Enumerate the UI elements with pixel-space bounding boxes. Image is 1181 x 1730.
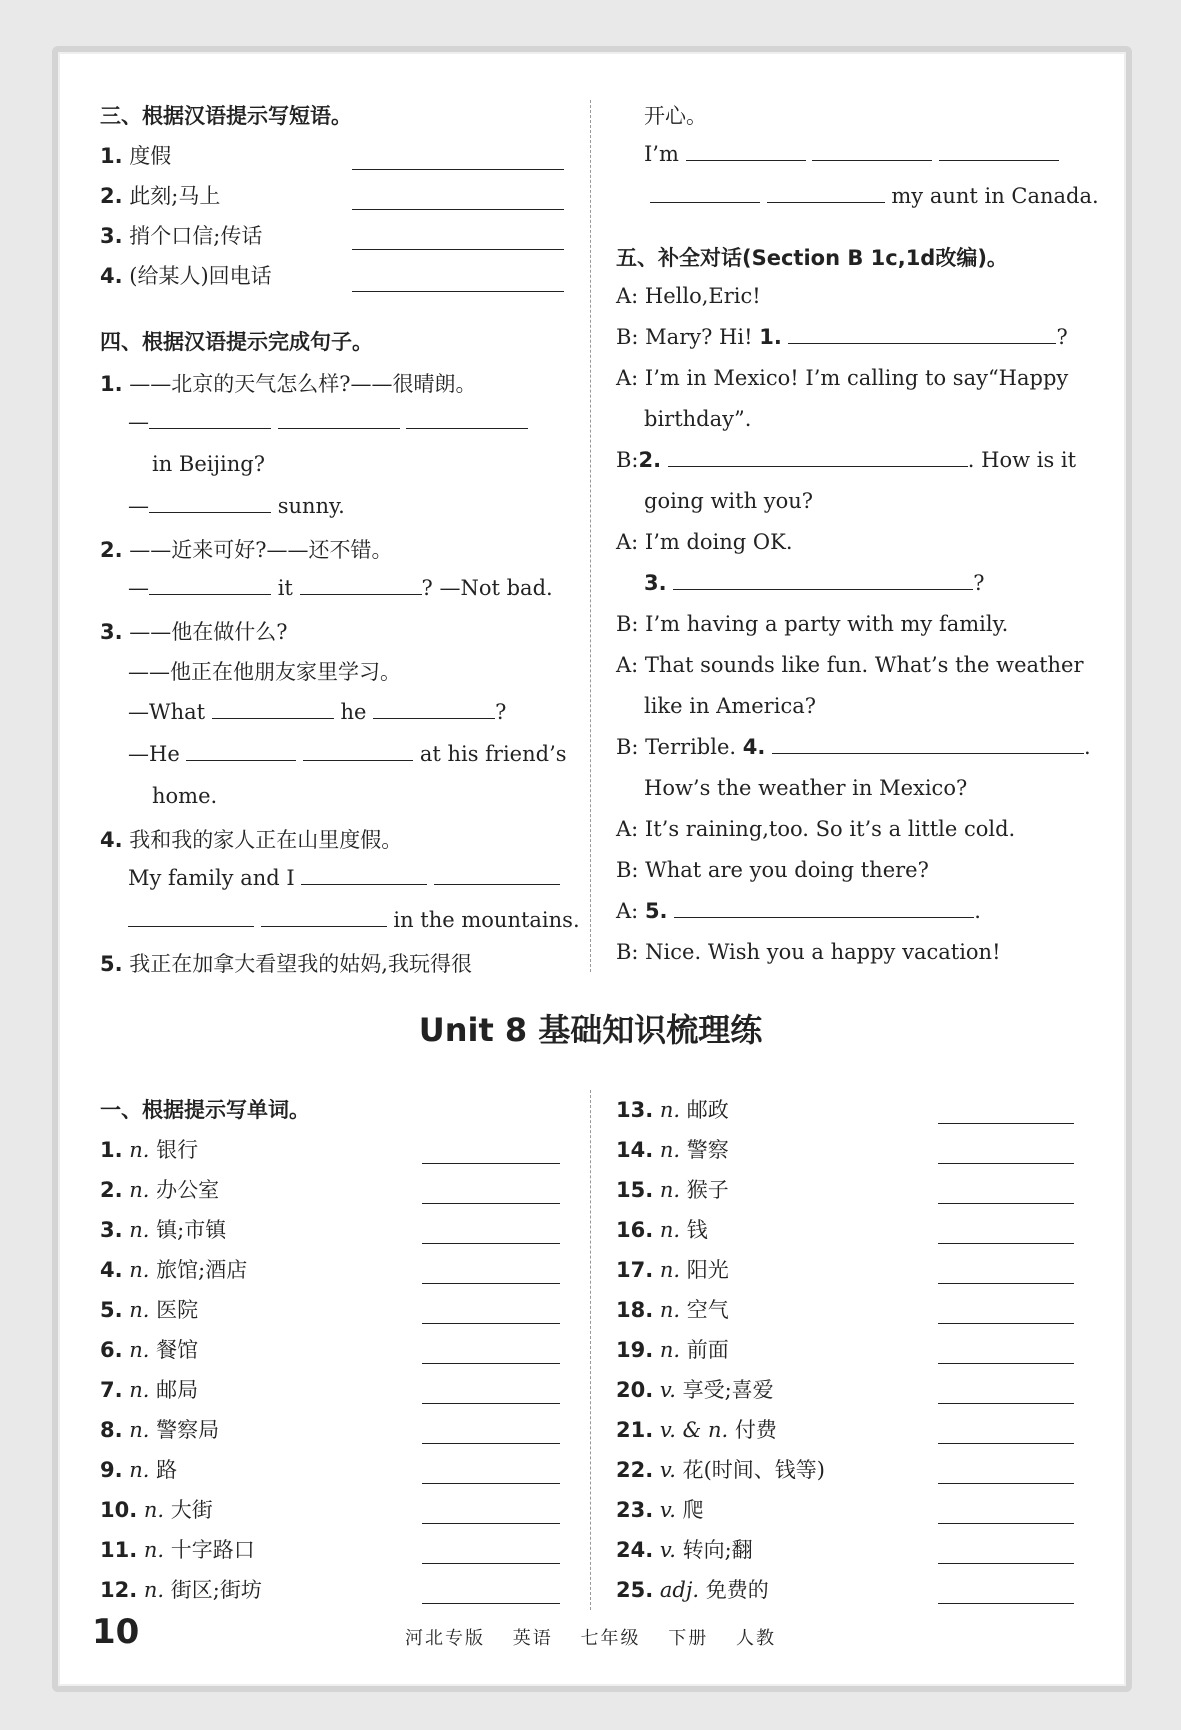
part-of-speech: v. & n. <box>653 1418 735 1442</box>
item-text: 镇;市镇 <box>156 1218 227 1242</box>
item-number: 2. <box>100 1178 123 1202</box>
item-number: 4. <box>100 1258 123 1282</box>
part-of-speech: n. <box>653 1258 687 1282</box>
item-text: 邮政 <box>686 1098 729 1122</box>
answer-blank[interactable] <box>812 142 932 161</box>
sentence-q1-line1 <box>128 410 528 434</box>
answer-blank[interactable] <box>674 899 974 918</box>
item-number: 5. <box>100 1298 123 1322</box>
answer-blank[interactable] <box>938 1362 1074 1364</box>
sentence-q3-line1 <box>128 700 506 724</box>
answer-blank[interactable] <box>668 448 968 467</box>
dash: — <box>128 494 149 518</box>
vocab-item <box>100 1334 198 1364</box>
item-number: 2. <box>100 184 123 208</box>
answer-blank[interactable] <box>939 142 1059 161</box>
item-number: 17. <box>616 1258 654 1282</box>
part-of-speech: n. <box>653 1338 687 1362</box>
vocab-item <box>100 1374 198 1404</box>
item-number: 18. <box>616 1298 654 1322</box>
answer-blank[interactable] <box>278 410 400 429</box>
answer-blank[interactable] <box>422 1362 560 1364</box>
answer-blank[interactable] <box>128 908 254 927</box>
item-text: 警察局 <box>156 1418 220 1442</box>
dialog-line: A: Hello,Eric! <box>616 284 761 308</box>
part-of-speech: v. <box>653 1538 683 1562</box>
answer-blank[interactable] <box>422 1402 560 1404</box>
item-number: 15. <box>616 1178 654 1202</box>
vocab-item <box>100 1254 247 1284</box>
item-text: 享受;喜爱 <box>682 1378 774 1402</box>
answer-blank[interactable] <box>938 1522 1074 1524</box>
word: in the mountains. <box>393 908 580 932</box>
item-text: 餐馆 <box>156 1338 199 1362</box>
sentence-q4-line2 <box>128 908 580 932</box>
part-of-speech: n. <box>122 1418 157 1442</box>
dialog-line <box>616 735 1091 759</box>
part-of-speech: n. <box>653 1218 687 1242</box>
item-number: 1. <box>100 372 123 396</box>
answer-blank[interactable] <box>422 1242 560 1244</box>
item-number: 5. <box>100 952 123 976</box>
answer-blank[interactable] <box>938 1402 1074 1404</box>
answer-blank[interactable] <box>938 1322 1074 1324</box>
answer-blank[interactable] <box>300 576 422 595</box>
dialog-line <box>616 448 1076 472</box>
item-text: 前面 <box>686 1338 729 1362</box>
phrase-item-4 <box>100 260 272 290</box>
answer-blank[interactable] <box>149 410 271 429</box>
dialog-line: birthday”. <box>644 407 752 431</box>
answer-tail: sunny. <box>277 494 345 518</box>
part-of-speech: v. <box>653 1378 683 1402</box>
vocab-item <box>616 1334 729 1364</box>
item-text: 转向;翻 <box>682 1538 753 1562</box>
footer-item: 七年级 <box>580 1628 641 1649</box>
phrase-item-3 <box>100 220 262 250</box>
item-text: 医院 <box>156 1298 199 1322</box>
footer <box>0 1624 1181 1650</box>
item-text: 度假 <box>129 144 172 168</box>
sentence-q2-line1 <box>128 576 553 600</box>
vocab-item <box>616 1134 729 1164</box>
question-mark: ? <box>421 576 433 600</box>
part-of-speech: n. <box>137 1538 171 1562</box>
item-number: 11. <box>100 1538 138 1562</box>
vocab-item <box>616 1174 729 1204</box>
sentence-q3-line2 <box>128 742 567 766</box>
answer-blank[interactable] <box>373 700 495 719</box>
word: at his friend’s <box>419 742 567 766</box>
item-number: 3. <box>644 571 667 595</box>
part-of-speech: n. <box>137 1578 171 1602</box>
vocab-item <box>100 1174 219 1204</box>
dash: — <box>128 410 149 434</box>
item-text: 此刻;马上 <box>129 184 221 208</box>
answer-blank[interactable] <box>422 1602 560 1604</box>
vocab-item <box>616 1494 704 1524</box>
item-text: 阳光 <box>686 1258 729 1282</box>
answer-blank[interactable] <box>938 1482 1074 1484</box>
item-text: 办公室 <box>156 1178 220 1202</box>
item-number: 6. <box>100 1338 123 1362</box>
item-number: 19. <box>616 1338 654 1362</box>
vocab-item <box>100 1494 213 1524</box>
item-text: 银行 <box>156 1138 199 1162</box>
item-text: ——他在做什么? <box>129 620 288 644</box>
sentence-q1-line3 <box>128 494 345 518</box>
item-text: 大街 <box>170 1498 213 1522</box>
answer-blank[interactable] <box>938 1562 1074 1564</box>
dialog-line: going with you? <box>644 489 814 513</box>
vocab-item <box>100 1454 177 1484</box>
answer-blank[interactable] <box>422 1442 560 1444</box>
answer-blank[interactable] <box>352 208 564 210</box>
vocab-item <box>616 1574 769 1604</box>
item-number: 3. <box>100 1218 123 1242</box>
sentence-q3-cn1 <box>100 616 288 646</box>
item-number: 14. <box>616 1138 654 1162</box>
answer-blank[interactable] <box>261 908 387 927</box>
answer-blank[interactable] <box>352 168 564 170</box>
answer-blank[interactable] <box>149 494 271 513</box>
item-number: 21. <box>616 1418 654 1442</box>
answer-blank[interactable] <box>673 571 973 590</box>
dash: — <box>128 576 149 600</box>
period: . <box>974 899 981 923</box>
item-number: 8. <box>100 1418 123 1442</box>
dialog-line: How’s the weather in Mexico? <box>644 776 968 800</box>
vocab-item <box>100 1294 198 1324</box>
item-number: 7. <box>100 1378 123 1402</box>
dialog-line: A: I’m doing OK. <box>616 530 793 554</box>
word: My family and I <box>128 866 295 890</box>
item-text: (给某人)回电话 <box>129 264 272 288</box>
item-number: 4. <box>100 828 123 852</box>
item-number: 10. <box>100 1498 138 1522</box>
item-number: 9. <box>100 1458 123 1482</box>
item-text: 警察 <box>686 1138 729 1162</box>
footer-item: 河北专版 <box>405 1628 486 1649</box>
part-of-speech: n. <box>653 1098 687 1122</box>
item-text: 猴子 <box>686 1178 729 1202</box>
answer-blank[interactable] <box>422 1282 560 1284</box>
sentence-q3-line3: home. <box>152 784 218 808</box>
speaker: B: Mary? Hi! <box>616 325 753 349</box>
vocab-item <box>616 1094 729 1124</box>
item-text: 旅馆;酒店 <box>156 1258 248 1282</box>
answer-blank[interactable] <box>938 1442 1074 1444</box>
part-of-speech: n. <box>122 1178 157 1202</box>
vocab-item <box>100 1214 226 1244</box>
vocab-item <box>616 1534 753 1564</box>
section-5-title: 五、补全对话(Section B 1c,1d改编)。 <box>616 246 1008 270</box>
phrase-item-1 <box>100 140 171 170</box>
answer-blank[interactable] <box>422 1162 560 1164</box>
word: . How is it <box>967 448 1077 472</box>
item-number: 3. <box>100 620 123 644</box>
dialog-line: B: Nice. Wish you a happy vacation! <box>616 940 1001 964</box>
item-number: 2. <box>638 448 662 472</box>
vocab-item <box>100 1574 262 1604</box>
dialog-line: B: I’m having a party with my family. <box>616 612 1009 636</box>
part-of-speech: n. <box>137 1498 171 1522</box>
item-text: 免费的 <box>705 1578 769 1602</box>
part-of-speech: n. <box>122 1298 157 1322</box>
answer-blank[interactable] <box>434 866 560 885</box>
item-text: ——近来可好?——还不错。 <box>129 538 393 562</box>
part-of-speech: n. <box>122 1258 157 1282</box>
item-number: 4. <box>742 735 766 759</box>
answer-blank[interactable] <box>772 735 1084 754</box>
dialog-line: A: It’s raining,too. So it’s a little cold. <box>616 817 1016 841</box>
part-of-speech: v. <box>653 1458 683 1482</box>
answer-blank[interactable] <box>212 700 334 719</box>
footer-item: 英语 <box>512 1628 553 1649</box>
part-of-speech: n. <box>122 1218 157 1242</box>
question-mark: ? <box>1056 325 1068 349</box>
word: B: Terrible. <box>616 735 737 759</box>
part-of-speech: adj. <box>653 1578 706 1602</box>
item-number: 23. <box>616 1498 654 1522</box>
item-number: 3. <box>100 224 123 248</box>
sentence-q1-cn <box>100 368 477 398</box>
column-divider-bottom <box>590 1090 591 1610</box>
word: I’m <box>644 142 679 166</box>
answer-blank[interactable] <box>186 742 296 761</box>
answer-blank[interactable] <box>422 1202 560 1204</box>
answer-blank[interactable] <box>352 290 564 292</box>
item-text: ——北京的天气怎么样?——很晴朗。 <box>129 372 477 396</box>
item-number: 5. <box>644 899 668 923</box>
item-number: 16. <box>616 1218 654 1242</box>
question-mark: ? <box>495 700 507 724</box>
dialog-line: B: What are you doing there? <box>616 858 929 882</box>
item-number: 12. <box>100 1578 138 1602</box>
answer-blank[interactable] <box>303 742 413 761</box>
part-of-speech: n. <box>122 1138 157 1162</box>
sentence-q3-cn2: ——他正在他朋友家里学习。 <box>128 660 401 684</box>
word: —What <box>128 700 206 724</box>
part-of-speech: n. <box>122 1378 157 1402</box>
answer-blank[interactable] <box>650 184 760 203</box>
word: —He <box>128 742 180 766</box>
sentence-q4-line1 <box>128 866 560 890</box>
answer-blank[interactable] <box>938 1122 1074 1124</box>
vocab-item <box>616 1254 729 1284</box>
phrase-item-2 <box>100 180 220 210</box>
answer-blank[interactable] <box>788 325 1056 344</box>
vocab-item <box>616 1414 777 1444</box>
dialog-line <box>616 899 981 923</box>
section-4-title: 四、根据汉语提示完成句子。 <box>100 330 373 354</box>
section-1-title: 一、根据提示写单词。 <box>100 1098 310 1122</box>
dialog-line: like in America? <box>644 694 816 718</box>
answer-blank[interactable] <box>938 1162 1074 1164</box>
item-text: 爬 <box>682 1498 704 1522</box>
answer-blank[interactable] <box>938 1282 1074 1284</box>
item-text: 捎个口信;传话 <box>129 224 263 248</box>
vocab-item <box>616 1454 825 1484</box>
part-of-speech: n. <box>653 1298 687 1322</box>
item-number: 1. <box>100 144 123 168</box>
item-text: 钱 <box>686 1218 708 1242</box>
vocab-item <box>100 1414 219 1444</box>
item-number: 25. <box>616 1578 654 1602</box>
item-number: 24. <box>616 1538 654 1562</box>
footer-item: 人教 <box>735 1628 776 1649</box>
item-number: 1. <box>100 1138 123 1162</box>
item-text: 我和我的家人正在山里度假。 <box>129 828 403 852</box>
q5-line2 <box>650 184 1099 208</box>
item-text: 邮局 <box>156 1378 199 1402</box>
section-3-title: 三、根据汉语提示写短语。 <box>100 104 352 128</box>
item-text: 我正在加拿大看望我的姑妈,我玩得很 <box>129 952 472 976</box>
word: my aunt in Canada. <box>891 184 1099 208</box>
sentence-q4-cn <box>100 824 402 854</box>
item-number: 13. <box>616 1098 654 1122</box>
speaker: A: <box>616 899 639 923</box>
answer-blank[interactable] <box>686 142 806 161</box>
part-of-speech: v. <box>653 1498 683 1522</box>
answer-blank[interactable] <box>938 1202 1074 1204</box>
part-of-speech: n. <box>122 1458 157 1482</box>
item-text: 付费 <box>734 1418 777 1442</box>
item-number: 2. <box>100 538 123 562</box>
item-text: 空气 <box>686 1298 729 1322</box>
column-divider <box>590 100 591 972</box>
unit-title: Unit 8 基础知识梳理练 <box>418 1011 763 1049</box>
vocab-item <box>100 1134 198 1164</box>
item-text: 十字路口 <box>170 1538 255 1562</box>
dialog-line: A: That sounds like fun. What’s the weather <box>616 653 1084 677</box>
word: he <box>340 700 367 724</box>
answer-blank[interactable] <box>406 410 528 429</box>
part-of-speech: n. <box>653 1178 687 1202</box>
word: it <box>277 576 293 600</box>
answer-blank[interactable] <box>352 248 564 250</box>
vocab-item <box>616 1214 708 1244</box>
q5-continuation: 开心。 <box>644 104 707 128</box>
question-mark: ? <box>973 571 985 595</box>
sentence-q2-cn <box>100 534 393 564</box>
item-number: 4. <box>100 264 123 288</box>
answer-tail: —Not bad. <box>439 576 553 600</box>
page-number: 10 <box>92 1612 140 1652</box>
vocab-item <box>100 1534 255 1564</box>
answer-blank[interactable] <box>149 576 271 595</box>
part-of-speech: n. <box>122 1338 157 1362</box>
part-of-speech: n. <box>653 1138 687 1162</box>
speaker: B: <box>616 448 639 472</box>
footer-item: 下册 <box>668 1628 709 1649</box>
answer-blank[interactable] <box>938 1242 1074 1244</box>
item-text: 路 <box>156 1458 178 1482</box>
sentence-q1-line2: in Beijing? <box>152 452 265 476</box>
answer-blank[interactable] <box>301 866 427 885</box>
sentence-q5-cn <box>100 948 472 978</box>
dialog-line <box>644 571 985 595</box>
dialog-line: A: I’m in Mexico! I’m calling to say“Happy <box>616 366 1069 390</box>
vocab-item <box>616 1374 774 1404</box>
answer-blank[interactable] <box>767 184 885 203</box>
answer-blank[interactable] <box>422 1482 560 1484</box>
item-text: 花(时间、钱等) <box>682 1458 825 1482</box>
item-number: 1. <box>759 325 782 349</box>
period: . <box>1084 735 1091 759</box>
answer-blank[interactable] <box>422 1522 560 1524</box>
item-number: 20. <box>616 1378 654 1402</box>
answer-blank[interactable] <box>422 1562 560 1564</box>
item-number: 22. <box>616 1458 654 1482</box>
vocab-item <box>616 1294 729 1324</box>
answer-blank[interactable] <box>938 1602 1074 1604</box>
answer-blank[interactable] <box>422 1322 560 1324</box>
q5-line1 <box>644 142 1059 166</box>
item-text: 街区;街坊 <box>170 1578 262 1602</box>
dialog-line <box>616 325 1068 349</box>
